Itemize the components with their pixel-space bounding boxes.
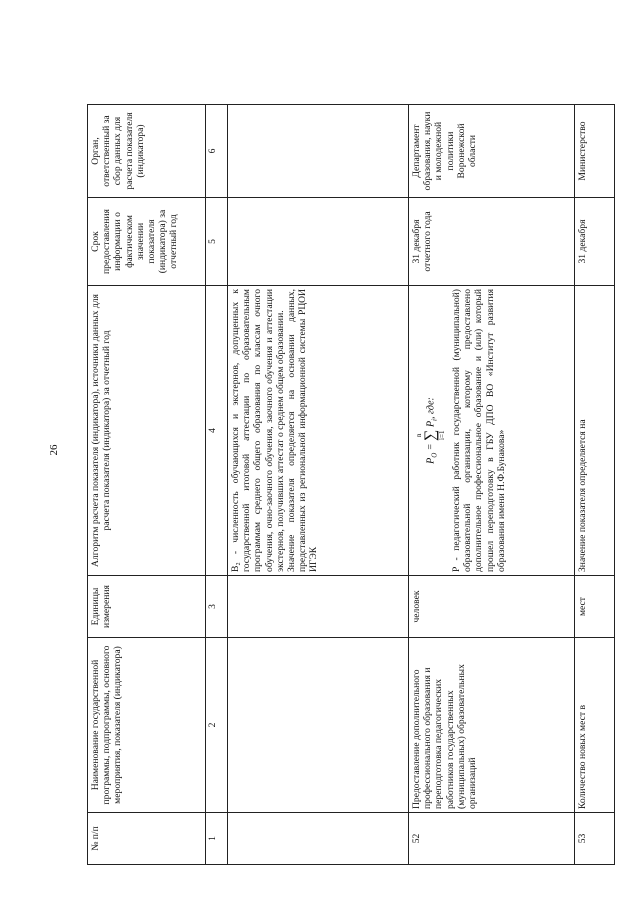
column-number-row — [206, 105, 228, 865]
col-number: 1 — [206, 813, 228, 865]
header-name: Наименование государственной программы, подпрограммы, основного мероприятия, показателя (индикатора) — [88, 638, 206, 813]
algorithm-text: P - педагогический работник государственной (муниципальной) образовательной организации, которому предоставлено дополнительное профессиональное образование и (или) который прошел переподготовку в ГБУ ДПО ВО «Институт развития образования имени Н.Ф.Бунакова» — [451, 289, 507, 572]
row-number: 53 — [575, 813, 615, 865]
table-row — [409, 105, 575, 865]
indicator-table — [87, 104, 615, 865]
table-row — [575, 105, 615, 865]
table-row-continuation — [228, 105, 409, 865]
row-number: 52 — [409, 813, 575, 865]
table-header-row — [88, 105, 206, 865]
header-algorithm: Алгоритм расчета показателя (индикатора), источники данных для расчета показателя (индикатора) за отчетный год — [88, 286, 206, 576]
indicator-name: Предоставление дополнительного профессионального образования и переподготовка педагогических работников государственных (муниципальных) образовательных организаций — [409, 638, 575, 813]
rotated-page-content — [87, 105, 617, 865]
col-number: 2 — [206, 638, 228, 813]
responsible-organ: Министерство — [575, 105, 615, 198]
page-number: 26 — [48, 444, 60, 456]
header-organ: Орган, ответственный за сбор данных для расчета показателя (индикатора) — [88, 105, 206, 198]
formula: $P_O$ = n ∑ i=1 $P_i$, где: — [415, 397, 446, 464]
header-num: № п/п — [88, 813, 206, 865]
col-number: 5 — [206, 198, 228, 286]
deadline: 31 декабря — [575, 198, 615, 286]
col-number: 6 — [206, 105, 228, 198]
unit: мест — [575, 576, 615, 638]
deadline: 31 декабря отчетного года — [409, 198, 575, 286]
algorithm-cell — [409, 286, 575, 576]
indicator-name: Количество новых мест в — [575, 638, 615, 813]
header-unit: Единицы измерения — [88, 576, 206, 638]
algorithm-cell — [228, 286, 409, 576]
col-number: 3 — [206, 576, 228, 638]
col-number: 4 — [206, 286, 228, 576]
algorithm-text: B₂ - численность обучающихся и экстернов, допущенных к государственной итоговой аттестации по образовательным программам среднего общего образования по классам очного обучения, очно-заочного обучения, заочного обучения и аттестации экстернов, получивших аттестат о среднем общем образовании. — [230, 289, 286, 572]
sum-symbol: n ∑ i=1 — [415, 429, 446, 441]
unit: человек — [409, 576, 575, 638]
algorithm-source-text: Значение показателя определяется на основании данных, представленных из региональной информационной системы РЦОИ ИГЭК — [286, 289, 320, 572]
algorithm-text: Значение показателя определяется на — [575, 286, 615, 576]
header-deadline: Срок предоставления информации о фактическом значении показателя (индикатора) за отчетный год — [88, 198, 206, 286]
responsible-organ: Департамент образования, науки и молодежной политики Воронежской области — [409, 105, 575, 198]
